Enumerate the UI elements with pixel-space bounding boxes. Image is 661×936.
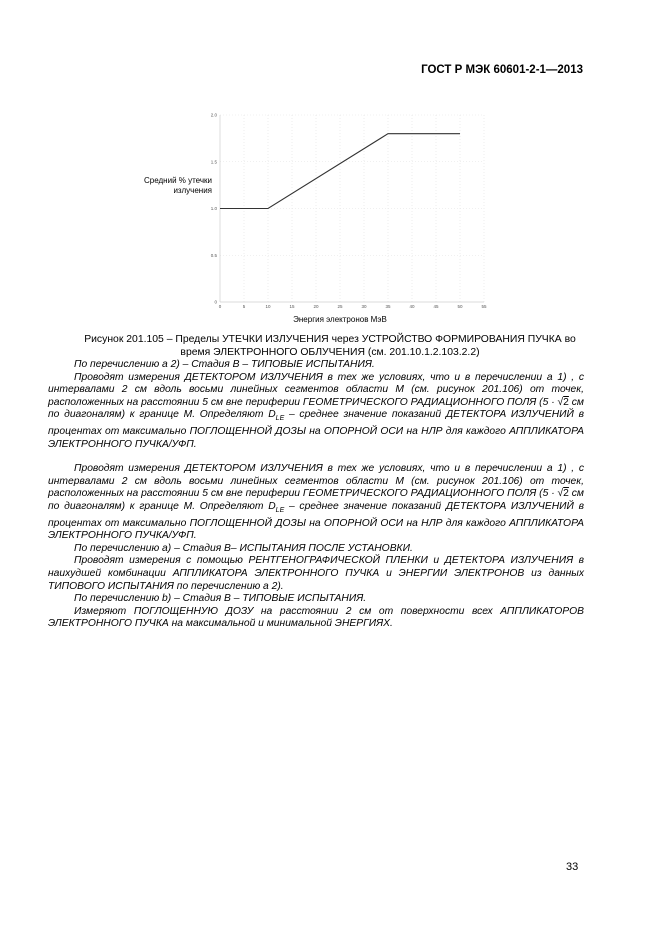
x-tick-label: 10 xyxy=(265,304,271,309)
paragraph-3 xyxy=(48,463,584,543)
paragraph-3-text: Проводят измерения ДЕТЕКТОРОМ ИЗЛУЧЕНИЯ в тех же условиях, что и в перечислении а 1) , с интервалами 2 см вдоль восьми линейных сегментов области М (см. рисунок 201.106) от точек, расположенных на расстоянии 5 см вне периферии ГЕОМЕТРИЧЕСКОГО РАДИАЦИОННОГО xyxy=(48,463,584,500)
x-tick-label: 30 xyxy=(361,304,367,309)
chart-series xyxy=(220,134,460,209)
paragraph-3-cont-a: ПОЛЯ (5 · xyxy=(507,488,555,500)
figure-caption xyxy=(40,334,620,359)
x-tick-label: 25 xyxy=(337,304,343,309)
y-tick-label: 0.5 xyxy=(210,252,217,258)
x-axis-label: Энергия электронов МэВ xyxy=(293,315,387,324)
paragraph-5: Проводят измерения с помощью РЕНТГЕНОГРАФИЧЕСКОЙ ПЛЕНКИ и ДЕТЕКТОРА ИЗЛУЧЕНИЯ в наихудшей комбинации АППЛИКАТОРА ЭЛЕКТРОННОГО ПУЧКА и ЭНЕРГИИ ЭЛЕКТРОНОВ из данных ТИПОВОГО ИСПЫТАНИЯ по перечислению а 2). xyxy=(48,555,584,592)
y-tick-label: 1.5 xyxy=(210,159,217,165)
paragraph-3-cont-c: – среднее значение показаний ДЕТЕКТОРА ИЗЛУЧЕНИЙ в процентах от максимально ПОГЛОЩЕННОЙ ДОЗЫ на ОПОРНОЙ ОСИ на НЛР для каждого АППЛИКАТОРА ЭЛЕКТРОННОГО ПУЧКА/УФП. xyxy=(48,500,584,542)
subscript-le: LE xyxy=(275,415,285,423)
x-tick-label: 15 xyxy=(289,304,295,309)
paragraph-2-cont-c: – среднее значение показаний ДЕТЕКТОРА ИЗЛУЧЕНИЙ в процентах от максимально ПОГЛОЩЕННОЙ ДОЗЫ на ОПОРНОЙ ОСИ на НЛР для каждого АППЛИКАТОРА ЭЛЕКТРОННОГО ПУЧКА/УФП. xyxy=(48,409,584,450)
caption-line-1: Рисунок 201.105 – Пределы УТЕЧКИ ИЗЛУЧЕНИЯ через УСТРОЙСТВО ФОРМИРОВАНИЯ ПУЧКА во xyxy=(84,334,576,345)
sqrt-argument-2: 2 xyxy=(563,488,569,500)
sqrt-argument: 2 xyxy=(563,396,569,408)
x-tick-label: 35 xyxy=(385,304,391,309)
x-tick-label: 50 xyxy=(457,304,463,309)
paragraph-4: По перечислению а) – Стадия В– ИСПЫТАНИЯ ПОСЛЕ УСТАНОВКИ. xyxy=(74,542,413,554)
page-number: 33 xyxy=(566,861,579,873)
sqrt-symbol: √2 xyxy=(557,396,569,408)
x-tick-label: 0 xyxy=(218,304,222,309)
x-tick-label: 5 xyxy=(242,304,246,309)
sqrt-symbol-2: √2 xyxy=(557,488,569,500)
caption-line-2: время ЭЛЕКТРОННОГО ОБЛУЧЕНИЯ (см. 201.10.1.2.103.2.2) xyxy=(180,346,480,358)
paragraph-2 xyxy=(48,372,584,452)
paragraph-2-text: Проводят измерения ДЕТЕКТОРОМ ИЗЛУЧЕНИЯ в тех же условиях, что и в перечислении а 1) , с интервалами 2 см вдоль восьми линейных сегментов области М (см. рисунок 201.106) от точек, расположенных на расстоянии 5 см вне периферии ГЕОМЕТРИЧЕСКОГО РАДИАЦИОННОГО xyxy=(48,371,584,408)
paragraph-6: По перечислению b) – Стадия В – ТИПОВЫЕ ИСПЫТАНИЯ. xyxy=(74,593,367,605)
x-tick-label: 55 xyxy=(481,304,487,309)
paragraph-7: Измеряют ПОГЛОЩЕННУЮ ДОЗУ на расстоянии 2 см от поверхности всех АППЛИКАТОРОВ ЭЛЕКТРОННОГО ПУЧКА на максимальной и минимальной ЭНЕРГИЯХ. xyxy=(48,605,584,630)
y-tick-label: 0 xyxy=(214,299,217,305)
x-tick-label: 45 xyxy=(433,304,439,309)
paragraph-2-cont-b: см по диагоналям) к границе М. Определяют D xyxy=(48,396,584,421)
chart-tick-labels xyxy=(211,113,487,310)
paragraph-2-cont-a: ПОЛЯ (5 · xyxy=(507,396,555,408)
body-text xyxy=(48,359,584,631)
document-id-header: ГОСТ Р МЭК 60601-2-1—2013 xyxy=(421,64,583,76)
x-tick-label: 20 xyxy=(313,304,319,309)
y-axis-label: Средний % утечки излучения xyxy=(144,176,212,195)
y-tick-label: 2.0 xyxy=(210,112,217,118)
paragraph-3-cont-b: см по диагоналям) к границе М. Определяют D xyxy=(48,488,584,512)
series-line xyxy=(220,134,460,209)
x-tick-label: 40 xyxy=(409,304,415,309)
y-tick-label: 1.0 xyxy=(210,206,217,211)
subscript-le-2: LE xyxy=(275,507,285,515)
paragraph-1: По перечислению а 2) – Стадия В – ТИПОВЫЕ ИСПЫТАНИЯ. xyxy=(74,359,375,370)
leakage-chart xyxy=(0,0,661,330)
